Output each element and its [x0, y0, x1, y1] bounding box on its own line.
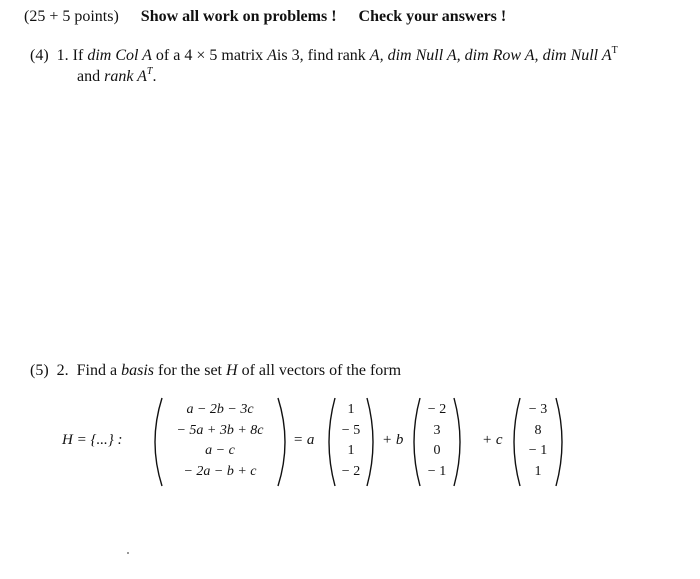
v3-entry-1: − 3	[528, 402, 548, 417]
instruction-show-work: Show all work on problems !	[140, 8, 337, 25]
v1-entry-1: 1	[347, 402, 355, 417]
basis-vector-2	[410, 396, 464, 488]
question-4-line-2	[77, 68, 156, 86]
q4-rank-sup: T	[146, 66, 153, 77]
q4-transpose-sup: T	[611, 45, 618, 56]
equals-a: = a	[293, 432, 315, 448]
question-5-line	[30, 362, 401, 380]
v3-entry-3: − 1	[528, 443, 548, 458]
q4-matrix-a: A	[267, 47, 277, 64]
q5-basis: basis	[121, 362, 155, 379]
q5-number: (5)	[30, 362, 49, 379]
vector-entry-2: − 5a + 3b + 8c	[176, 422, 264, 438]
v2-entry-3: 0	[433, 443, 441, 458]
stray-dot	[127, 552, 129, 554]
q4-rank-at: rank A	[104, 68, 147, 85]
q4-period: .	[152, 68, 157, 85]
points-label: (25 + 5 points)	[24, 8, 119, 25]
q4-find-rank: is 3, find rank	[276, 47, 366, 64]
q4-a: A,	[369, 47, 384, 64]
q4-subnumber: 1.	[56, 47, 69, 64]
q5-for-set: for the set	[158, 362, 222, 379]
q5-find-a: Find a	[76, 362, 118, 379]
vector-entry-3: a − c	[205, 443, 235, 458]
matrix-equation	[60, 396, 680, 488]
v3-entry-4: 1	[534, 463, 542, 479]
q4-text-if: If	[72, 47, 84, 64]
basis-vector-3	[510, 396, 566, 488]
plus-b: + b	[382, 432, 404, 448]
q4-dim-row: dim Row A,	[464, 47, 539, 64]
v1-entry-4: − 2	[341, 463, 361, 479]
plus-c: + c	[482, 432, 503, 448]
instruction-check-answers: Check your answers !	[358, 8, 507, 25]
q4-dim-null: dim Null A,	[387, 47, 461, 64]
basis-vector-1	[325, 396, 377, 488]
header-line	[24, 8, 506, 26]
vector-entry-1: a − 2b − 3c	[186, 402, 254, 417]
v2-entry-2: 3	[433, 422, 441, 438]
q4-number: (4)	[30, 47, 49, 64]
general-vector	[150, 396, 290, 488]
question-4-line-1	[30, 47, 618, 65]
q5-h: H	[226, 362, 238, 379]
v2-entry-1: − 2	[427, 402, 447, 417]
equation-lhs: H = {...} :	[62, 432, 123, 448]
q4-dim-col: dim Col A	[87, 47, 152, 64]
q4-dim-null-t: dim Null A	[542, 47, 612, 64]
v1-entry-2: − 5	[341, 422, 361, 438]
q5-subnumber: 2.	[56, 362, 69, 379]
v2-entry-4: − 1	[427, 463, 447, 479]
q4-and: and	[77, 68, 101, 85]
vector-entry-4: − 2a − b + c	[183, 463, 257, 479]
q4-matrix-size: of a 4 × 5 matrix	[155, 47, 264, 64]
v3-entry-2: 8	[534, 422, 542, 438]
v1-entry-3: 1	[347, 443, 355, 458]
q5-of-all-vectors: of all vectors of the form	[241, 362, 402, 379]
